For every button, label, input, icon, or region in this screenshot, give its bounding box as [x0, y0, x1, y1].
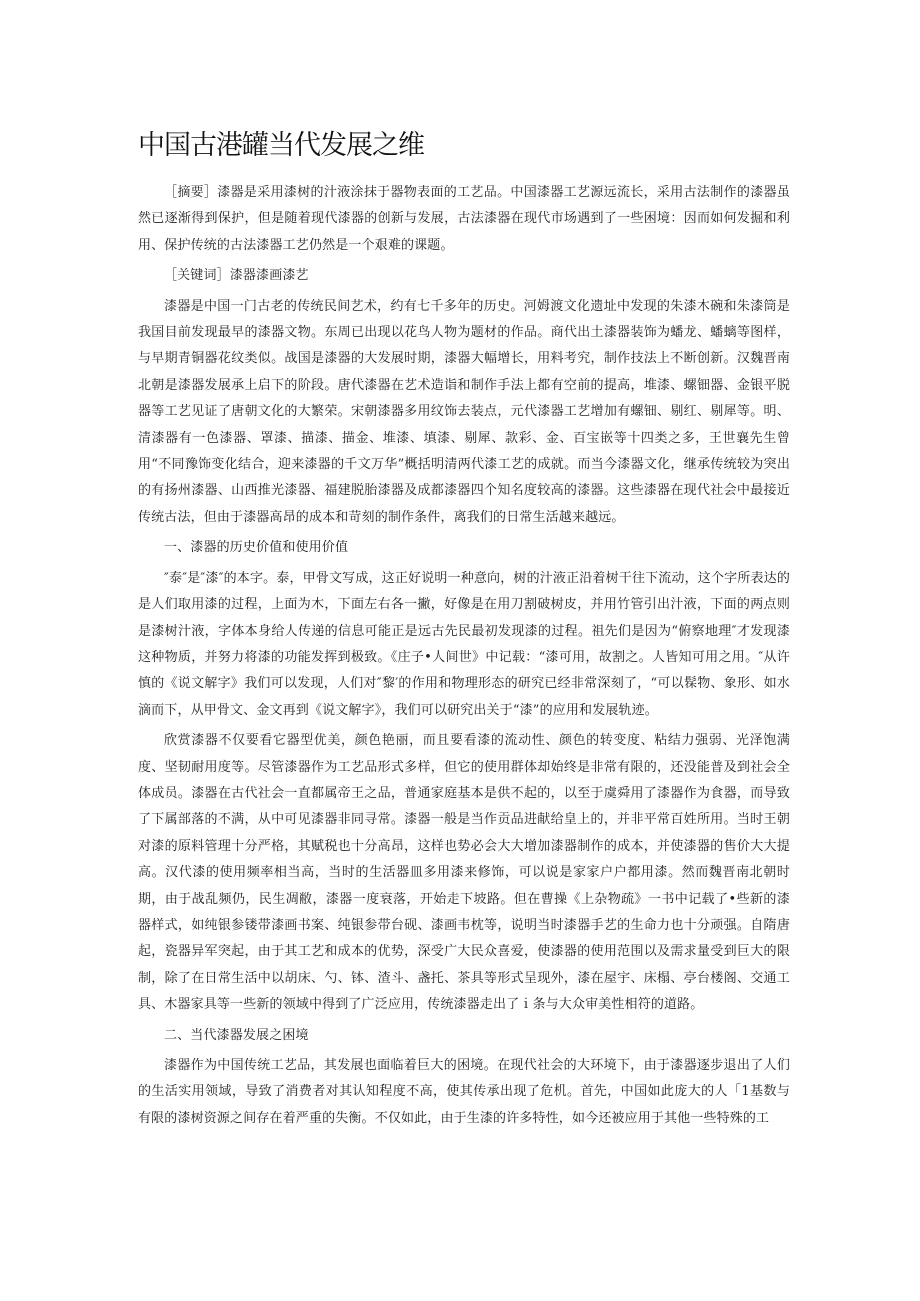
document-title: 中国古港罐当代发展之维: [138, 130, 424, 161]
section2-paragraph-1: 漆器作为中国传统工艺品，其发展也面临着巨大的困境。在现代社会的大环境下，由于漆器逐步退出了人们的生活实用领域，导致了消费者对其认知程度不高，使其传承出现了危机。首先，中国如此庞大的人「1基数与有限的漆树资源之间存在着严重的失衡。不仅如此，由于生漆的许多特性，如今还被应用于其他一些特殊的工: [138, 1058, 790, 1126]
section1-paragraph-2: 欣赏漆器不仅要看它器型优美，颜色艳丽，而且要看漆的流动性、颜色的转变度、粘结力强弱、光泽饱满度、坚韧耐用度等。尽管漆器作为工艺品形式多样，但它的使用群体却始终是非常有限的，还没能普及到社会全体成员。漆器在古代社会一直都属帝王之品，普通家庭基本是供不起的，以至于虞舜用了漆器作为食器，而导致了下属部落的不满，从中可见漆器非同寻常。漆器一般是当作贡品进献给皇上的，并非平常百姓所用。当时王朝对漆的原料管理十分严格，其赋税也十分高昂，这样也势必会大大增加漆器制作的成本，并使漆器的售价大大提高。汉代漆的使用频率相当高，当时的生活器皿多用漆来修饰，可以说是家家户户都用漆。然而魏晋南北朝时期，由于战乱频仍，民生凋敝，漆器一度衰落，开始走下坡路。但在曹操《上杂物疏》一书中记载了•些新的漆器样式，如纯银参镂带漆画书案、纯银参带台砚、漆画韦枕等，说明当时漆器手艺的生命力也十分顽强。自隋唐起，瓷器异军突起，由于其工艺和成本的优势，深受广大民众喜爱，使漆器的使用范围以及需求量受到巨大的限制，除了在日常生活中以胡床、勺、钵、渣斗、盏托、茶具等形式呈现外，漆在屋宇、床榻、亭台楼阁、交通工具、木器家具等一些新的领域中得到了广泛应用，传统漆器走出了ｉ条与大众审美性相符的道路。: [138, 733, 790, 1013]
section1-paragraph-1: ″泰″是″漆″的本字。泰，甲骨文写成，这正好说明一种意向，树的汁液正沿着树干往下流动，这个字所表达的是人们取用漆的过程，上面为木，下面左右各一撇，好像是在用刀割破树皮，并用竹管引出汁液，下面的两点则是漆树汁液，字体本身给人传递的信息可能正是远古先民最初发现漆的过程。祖先们是因为“俯察地理″才发现漆这种物质，并努力将漆的功能发挥到极致。《庄子•人间世》中记载：“漆可用，故割之。人皆知可用之用。″从许慎的《说文解字》我们可以发现，人们对″黎′的作用和物理形态的研究已经非常深刻了，“可以髹物、象形、如水滴而下，从甲骨文、金文再到《说文解字》，我们可以研究出关于“漆”的应用和发展轨迹。: [138, 570, 790, 718]
keywords-line: ［关键词］漆器漆画漆艺: [164, 268, 309, 284]
intro-paragraph: 漆器是中国一门古老的传统民间艺术，约有七千多年的历史。河姆渡文化遗址中发现的朱漆木碗和朱漆筒是我国目前发现最早的漆器文物。东周已出现以花鸟人物为题材的作品。商代出土漆器装饰为蟠龙、蟠螭等图样，与早期青铜器花纹类似。战国是漆器的大发展时期，漆器大幅增长，用料考究，制作技法上不断创新。汉魏晋南北朝是漆器发展承上启下的阶段。唐代漆器在艺术造诣和制作手法上都有空前的提高，堆漆、螺钿器、金银平脱器等工艺见证了唐朝文化的大繁荣。宋朝漆器多用纹饰去装点，元代漆器工艺增加有螺钿、剔红、剔犀等。明、清漆器有一色漆器、罩漆、描漆、描金、堆漆、填漆、剔犀、款彩、金、百宝嵌等十四类之多，王世襄先生曾用“不同豫饰变化结合，迎来漆器的千文万华”概括明清两代漆工艺的成就。而当今漆器文化，继承传统较为突出的有扬州漆器、山西推光漆器、福建脱胎漆器及成都漆器四个知名度较高的漆器。这些漆器在现代社会中最接近传统古法，但由于漆器高昂的成本和苛刻的制作条件，离我们的日常生活越来越远。: [138, 298, 790, 525]
section-heading-2: 二、当代漆器发展之困境: [164, 1027, 309, 1043]
abstract-paragraph: ［摘要］漆器是采用漆树的汁液涂抹于器物表面的工艺品。中国漆器工艺源远流长，采用古法制作的漆器虽然已逐渐得到保护，但是随着现代漆器的创新与发展，古法漆器在现代市场遇到了一些困境：因而如何发掘和利用、保护传统的古法漆器工艺仍然是一个艰难的课题。: [138, 185, 790, 253]
section-heading-1: 一、漆器的历史价值和使用价值: [164, 540, 349, 556]
document-page: [138, 128, 790, 1132]
